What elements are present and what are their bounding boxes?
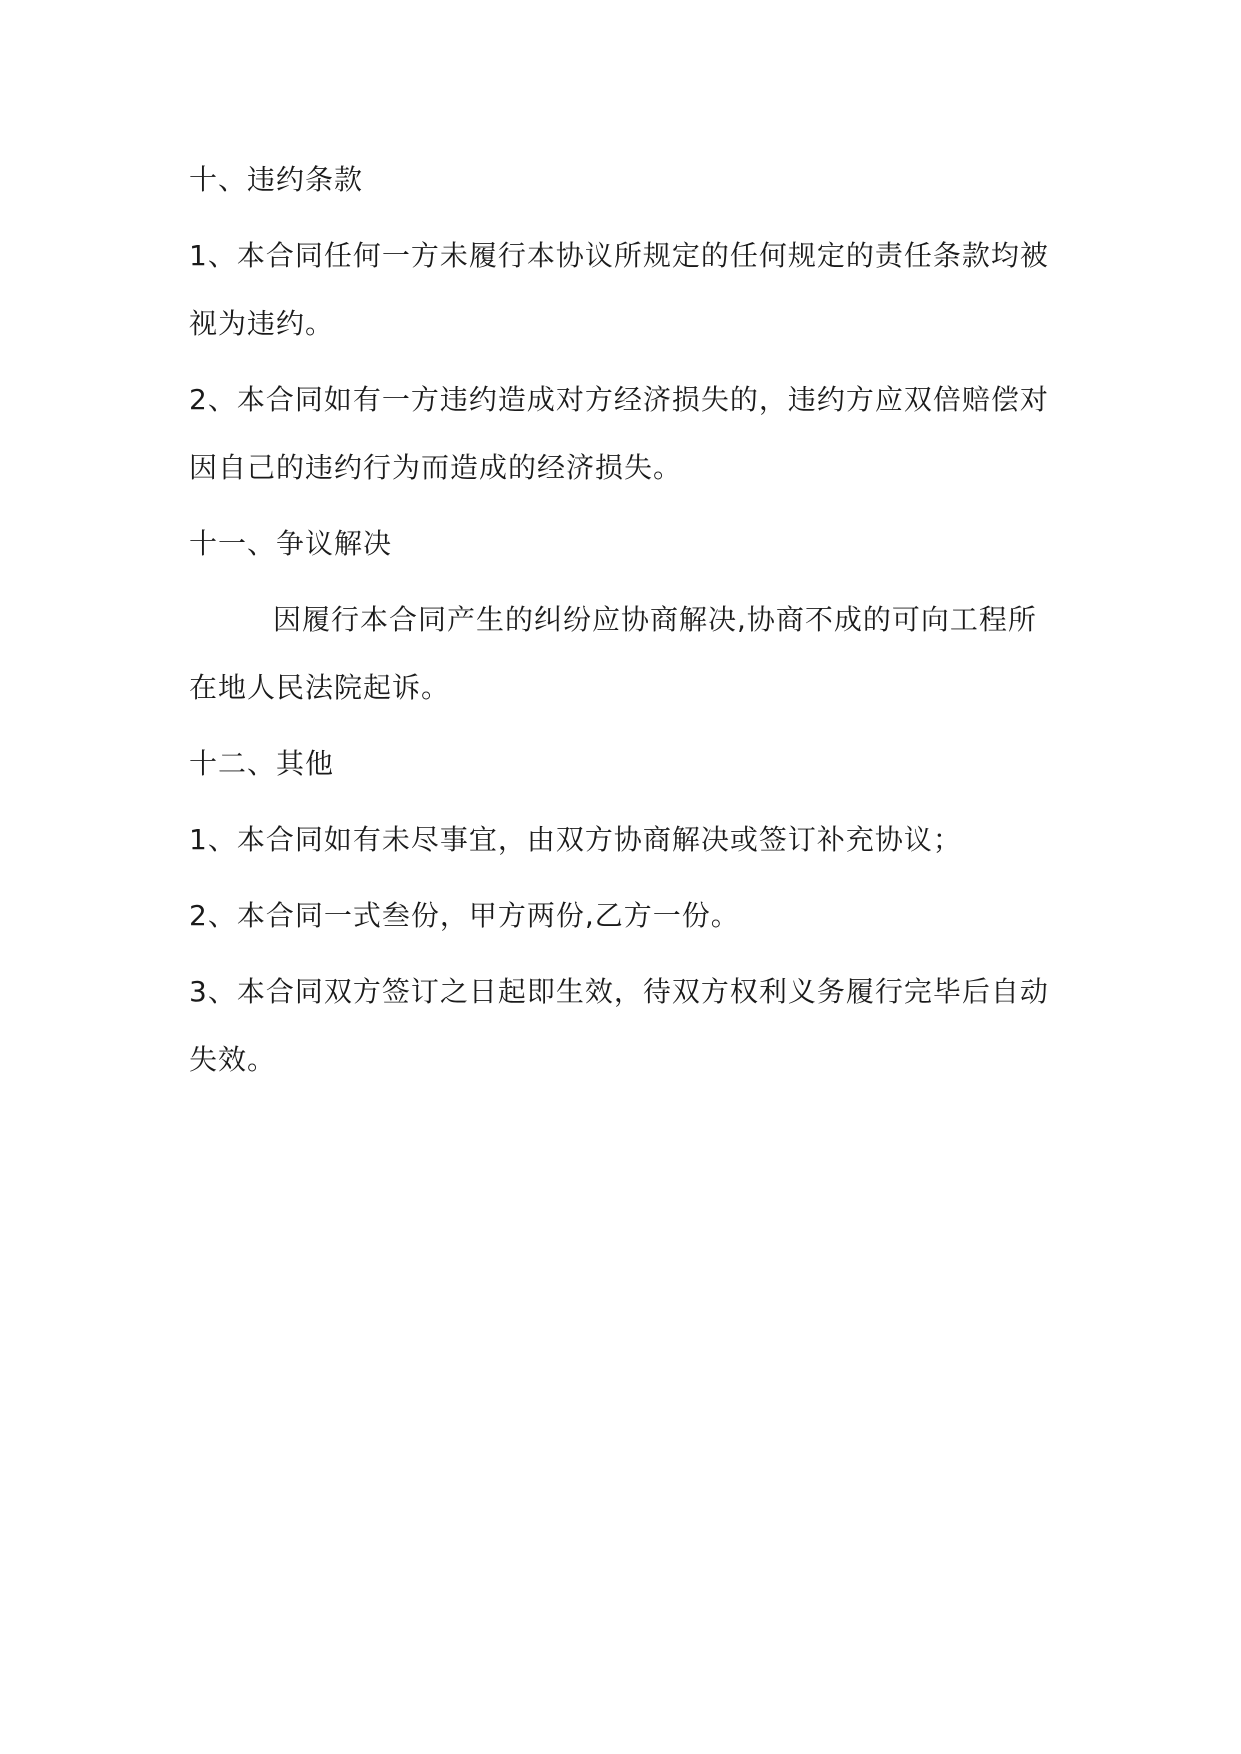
- section-heading-other: 十二、其他: [189, 747, 335, 780]
- dispute-clause: 因履行本合同产生的纠纷应协商解决,协商不成的可向工程所在地人民法院起诉。: [189, 603, 1037, 704]
- other-clause-2: 2、本合同一式叁份，甲方两份,乙方一份。: [189, 899, 740, 932]
- document-body: [189, 160, 1059, 1116]
- other-clause-3: 3、本合同双方签订之日起即生效，待双方权利义务履行完毕后自动失效。: [189, 975, 1049, 1076]
- other-clause-1: 1、本合同如有未尽事宜，由双方协商解决或签订补充协议；: [189, 823, 962, 856]
- section-heading-dispute: 十一、争议解决: [189, 527, 393, 560]
- breach-clause-1: 1、本合同任何一方未履行本协议所规定的任何规定的责任条款均被视为违约。: [189, 239, 1049, 340]
- section-heading-breach: 十、违约条款: [189, 163, 364, 196]
- breach-clause-2: 2、本合同如有一方违约造成对方经济损失的，违约方应双倍赔偿对因自己的违约行为而造成的经济损失。: [189, 383, 1049, 484]
